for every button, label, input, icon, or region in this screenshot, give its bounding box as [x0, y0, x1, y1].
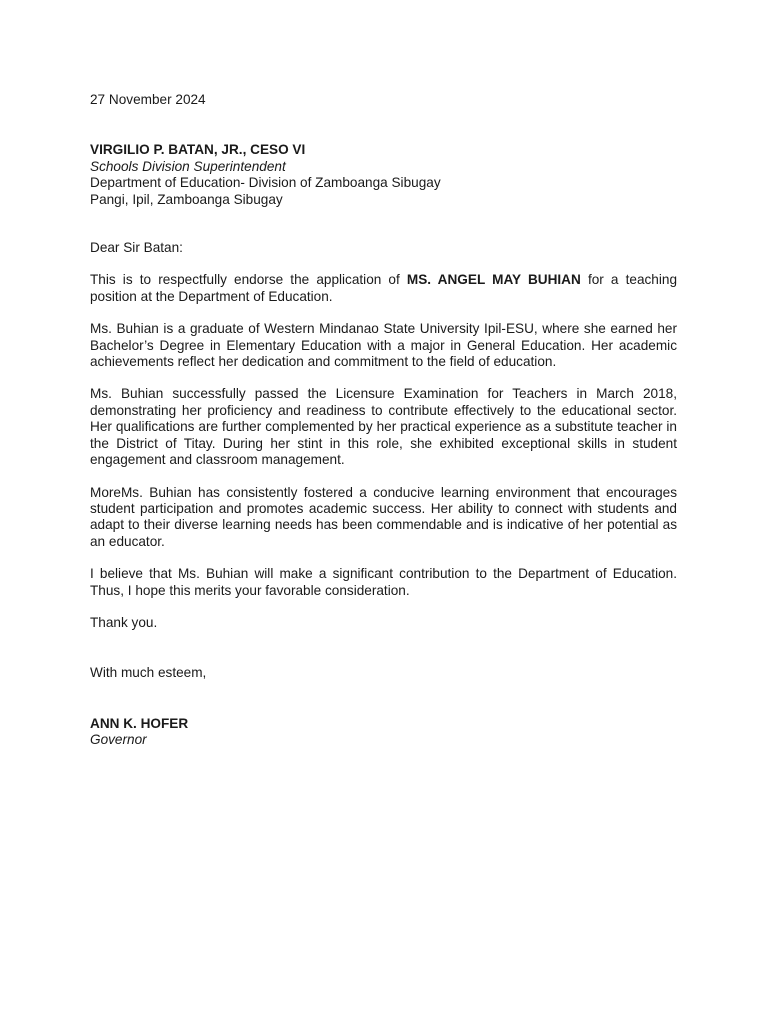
recipient-office: Department of Education- Division of Zamboanga Sibugay	[90, 175, 441, 191]
recipient-address: Pangi, Ipil, Zamboanga Sibugay	[90, 191, 283, 207]
recipient-block	[90, 142, 677, 208]
letter	[90, 92, 677, 749]
signature-block	[90, 716, 677, 749]
body-paragraph-3: Ms. Buhian successfully passed the Licensure Examination for Teachers in March 2018, demonstrating her proficiency and readiness to contribute effectively to the educational sector. Her qualifications are further complemented by her practical experience as a substitute teacher in the District of Titay. During her stint in this role, she exhibited exceptional skills in student engagement and classroom management.	[90, 386, 677, 468]
salutation: Dear Sir Batan:	[90, 240, 183, 256]
recipient-name: VIRGILIO P. BATAN, JR., CESO VI	[90, 142, 306, 158]
paragraph-1-tail: for a teaching position at the Department of Education.	[90, 272, 678, 304]
thanks-line: Thank you.	[90, 614, 158, 630]
signatory-name: ANN K. HOFER	[90, 715, 189, 731]
applicant-name: MS. ANGEL MAY BUHIAN	[406, 272, 581, 288]
recipient-title: Schools Division Superintendent	[90, 158, 286, 174]
paragraph-1-lead: This is to respectfully endorse the application of	[90, 272, 407, 288]
signatory-title: Governor	[90, 732, 147, 748]
closing-line: With much esteem,	[90, 665, 207, 681]
letter-date: 27 November 2024	[90, 92, 206, 107]
body-paragraph-1	[90, 272, 677, 305]
body-paragraph-2: Ms. Buhian is a graduate of Western Mindanao State University Ipil-ESU, where she earned her Bachelor’s Degree in Elementary Education with a major in General Education. Her academic achievements reflect her dedication and commitment to the field of education.	[90, 321, 677, 370]
body-paragraph-5: I believe that Ms. Buhian will make a significant contribution to the Department of Education. Thus, I hope this merits your favorable consideration.	[90, 566, 677, 598]
body-paragraph-4: MoreMs. Buhian has consistently fostered a conducive learning environment that encourages student participation and promotes academic success. Her ability to connect with students and adapt to their diverse learning needs has been commendable and is indicative of her potential as an educator.	[90, 484, 677, 549]
